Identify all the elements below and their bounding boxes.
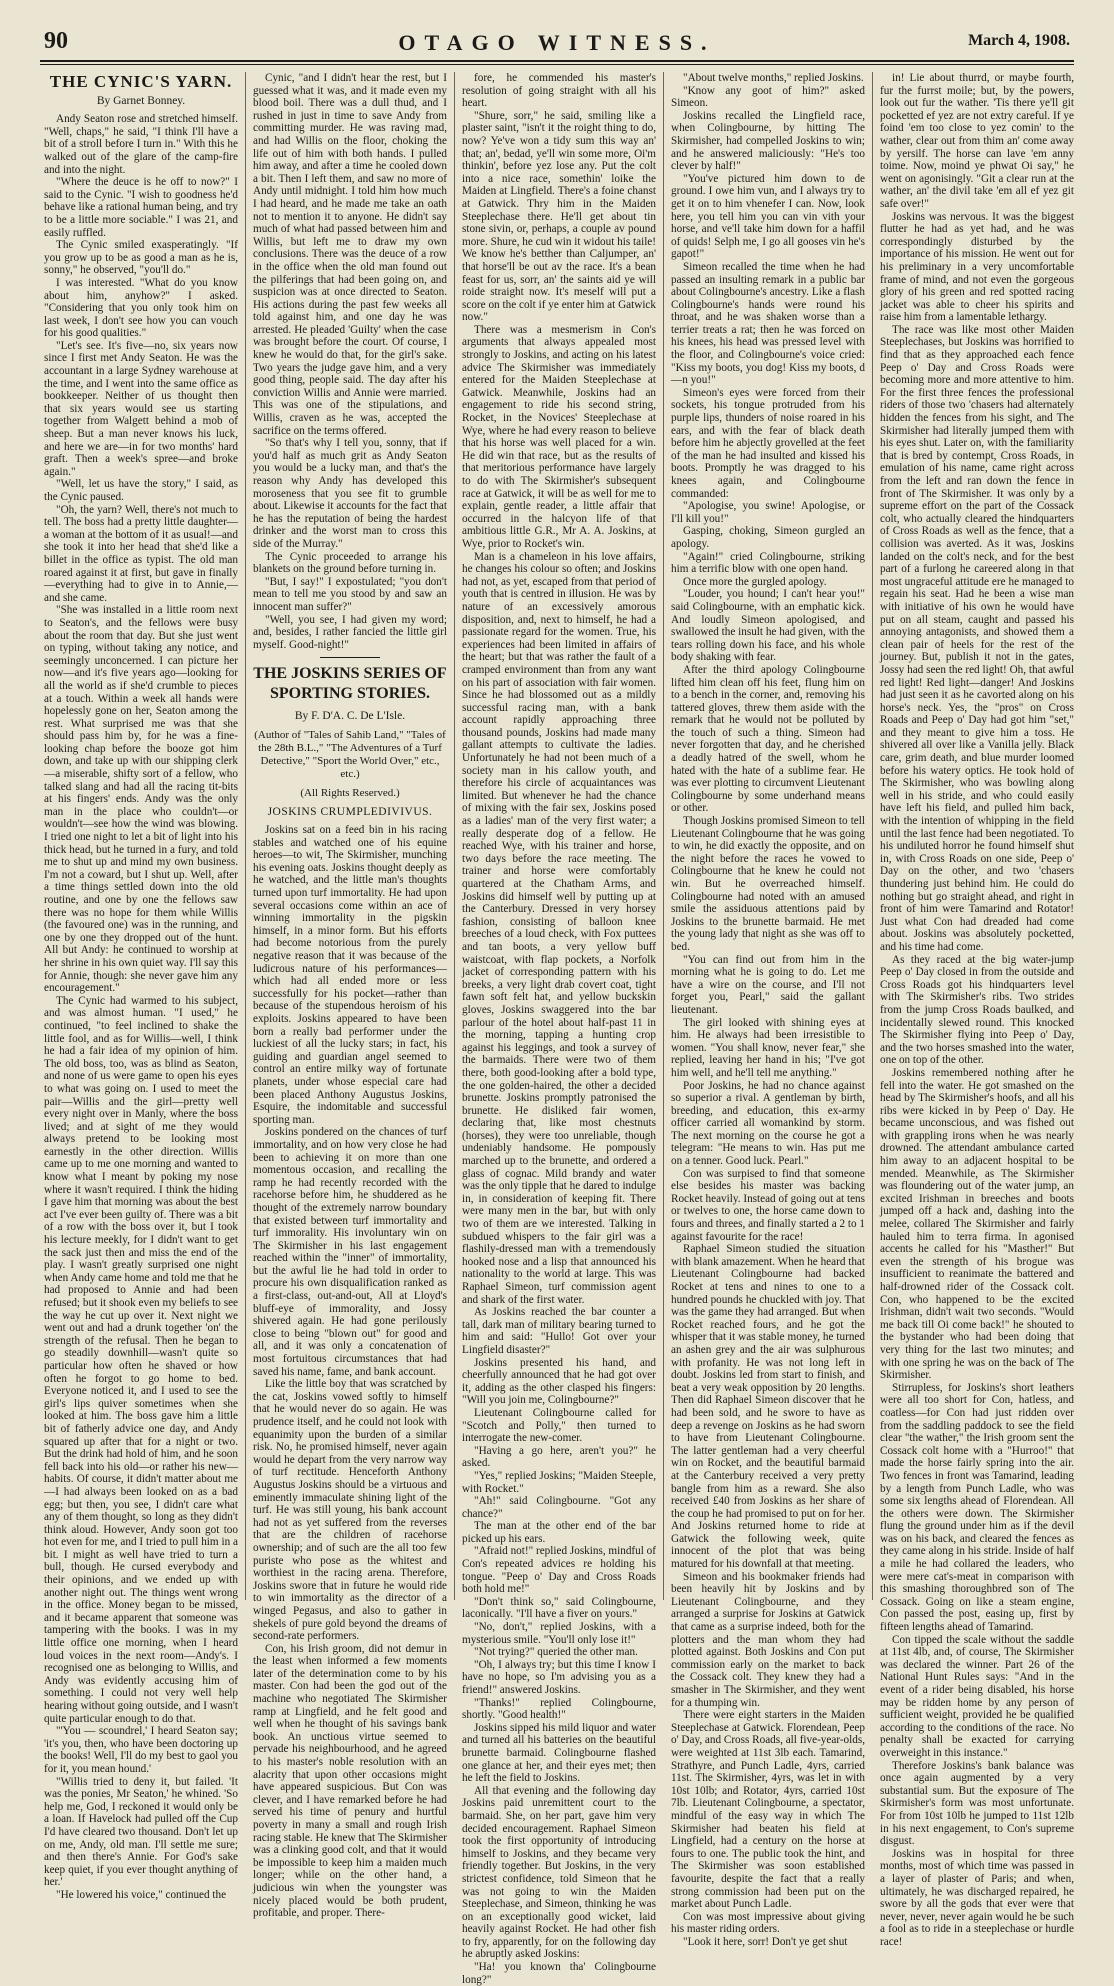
paragraph: "Ha! you known tha' Colingbourne long?" [462, 1961, 656, 1986]
paragraph: There were eight starters in the Maiden Steeplechase at Gatwick. Florendean, Peep o' Day, and Cross Roads, all five-year-olds, were weighted at 11st 3lb each. Tamarind, Strathyre, and Punch Ladle, 4yrs, carried 11st. The Skirmisher, 4yrs, was let in with 10st 10lb; and Rotator, 4yrs, carried 10st 7lb. Lieutenant Colingbourne, a spectator, mindful of the easy way in which The Skirmisher had beaten his field at Lingfield, had a century on the horse at fours to one. The public took the hint, and The Skirmisher was soon established favourite, despite the fact that a really strong commission had been put on the market about Punch Ladle. [671, 1709, 866, 1911]
column-divider [454, 72, 455, 1600]
paragraph: "Ah!" said Colingbourne. "Got any chance?" [462, 1495, 656, 1520]
paragraph: "He lowered his voice," continued the [56, 1888, 227, 1901]
story-title: THE JOSKINS SERIES OF SPORTING STORIES. [253, 665, 447, 703]
paragraph: Joskins presented his hand, and cheerfully announced that he had got over it, adding as the other clasped his fingers: "Will you join me, Colingbourne?" [462, 1356, 656, 1407]
paragraph: Con was most impressive about giving his master riding orders. [671, 1910, 865, 1936]
paragraph: "Well, let us have the story," I said, as the Cynic paused. [44, 478, 238, 503]
paragraph: Joskins was in hospital for three months, most of which time was passed in a layer of plaster of Paris; and when, ultimately, he was discharged repaired, he swore by all the gods that ever were that never, never, never again would he be such a fool as to ride in a steeplechase or hurdle race! [880, 1847, 1074, 1948]
paragraph: "Look it here, sorr! Don't ye get shut [683, 1935, 848, 1948]
paragraph: Con, his Irish groom, did not demur in the least when informed a few moments later of the determination come to by his master. Con had been the god out of the machine who negotiated The Skirmisher ramp at Lingfield, and he felt good and well when he thought of his savings bank book. An unctious virtue seemed to pervade his neighbourhood, and he agreed to his master's noble resolution with an alacrity that upon other occasions might have appeared suspicious. But Con was clever, and I have remarked before he had served his time of penury and hurtful poverty in many a small and rough Irish racing stable. He knew that The Skirmisher was a clinking good colt, and that it would be impossible to keep him a maiden much longer; while on the other hand, a judicious win when the youngster was nicely placed would be both prudent, profitable, and proper. There- [253, 1642, 447, 1920]
paragraph: "You've pictured him down to de ground. I owe him vun, and I always try to get it on to him vhenefer I can. Now, look here, you tell him you can vin vith your horse, and ve'll take him down for a haffil of quids! Selph me, I go all gooses vin he's gapot!" [671, 172, 865, 261]
paragraph: "Oh, the yarn? Well, there's not much to tell. The boss had a pretty little daughter—a woman at the bottom of it as usual!—and she took it into her head that she'd like a billet in the office as typist. The old man roared against it at first, but gave in finally—everything had to give in to Annie,—and she came. [44, 503, 238, 604]
paragraph: "Having a go here, aren't you?" he asked. [462, 1444, 656, 1470]
paragraph: Joskins pondered on the chances of turf immortality, and on how very close he had been to achieving it on more than one momentous occasion, and recalling the ramp he had recently recorded with the racehorse before him, he shuddered as he thought of the extremely narrow boundary that existed between turf immortality and turf immorality. His involuntary win on The Skirmisher in his last engagement reached within the "inner" of immortality, but the awful lie he had told in order to procure his own disqualification ranked as a first-class, out-and-out, All at Lloyd's bluff-eye of immorality, and Jossy shivered again. He had gone perilously close to being "blown out" for good and all, and it was only a concatenation of most fortuitous circumstances that had saved his name, fame, and bank account. [253, 1126, 447, 1378]
paragraph: After the third apology Colingbourne lifted him clean off his feet, flung him on to a bench in the corner, and, removing his tattered gloves, threw them aside with the remark that he would not be polluted by the touch of such a thing. Simeon had never forgotten that day, and he cherished a deadly hatred of the swell, whom he hated with the hate of a sublime fear. He was ever plotting to circumvent Lieutenant Colingbourne by some underhand means or other. [671, 663, 865, 815]
paragraph: Joskins remembered nothing after he fell into the water. He got smashed on the head by The Skirmisher's hoofs, and all his ribs were kicked in by Peep o' Day. He became unconscious, and was fished out with grappling irons when he was nearly drowned. The attendant ambulance carted him away to an adjacent hospital to be mended. Meanwhile, as The Skirmisher was floundering out of the water jump, an excited Irishman in breeches and boots jumped off a hack and, dashing into the melee, collared The Skirmisher and fairly hauled him to terra firma. In agonised accents he called for his "Masther!" But even the strength of his brogue was insufficient to reanimate the battered and half-drowned rider of the Cossack colt. Con, who happened to be the excited Irishman, didn't wait two seconds. "Would me back till Oi come back!" he shouted to the bystander who had been doing that very thing for the last two minutes; and with one spring he was on the back of The Skirmisher. [880, 1066, 1074, 1382]
column-1 [44, 72, 238, 1901]
paragraph: Man is a chameleon in his love affairs, he changes his colour so often; and Joskins had not, as yet, escaped from that period of youth that is centred in illusion. He was by nature of an excessively amorous disposition, and, next to himself, he had a passionate regard for the women. True, his experiences had been limited in affairs of the heart; but that was rather the fault of a cramped environment than from any want on his part of association with fair women. Since he had blossomed out as a mildly successful racing man, with a bank account rapidly approaching three thousand pounds, Joskins had made many gallant attempts to cultivate the ladies. Unfortunately he had not been much of a society man in his callow youth, and therefore his circle of acquaintances was limited. But whenever he had the chance of mixing with the fair sex, Joskins posed as a ladies' man of the very first water; a really desperate dog of a fellow. He reached Wye, with his trainer and horse, two days before the race meeting. The trainer and horse were comfortably quartered at the Chatham Arms, and Joskins did himself well by putting up at the Canterbury. Dressed in very horsey fashion, consisting of balloon knee breeches of a loud check, with Fox puttees and tan boots, a very yellow buff waistcoat, with flap pockets, a Norfolk jacket of corresponding pattern with his breeks, a very light drab covert coat, tight fawn soft felt hat, and yellow buckskin gloves, Joskins swaggered into the bar parlour of the hotel about half-past 11 in the morning, tapping a hunting crop against his leggings, and took a survey of the barmaids. There were two of them there, both good-looking after a bold type, the one golden-haired, the other a decided brunette. Joskins promptly patronised the brunette. He disliked fair women, declaring that, like most chestnuts (horses), they were too unreliable, though undeniably handsome. He pompously marched up to the brunette, and ordered a glass of cognac. Mild brandy and water was the only tipple that he dared to indulge in, in consideration of keeping fit. There were many men in the bar, but with only two of them are we interested. Talking in subdued whispers to the fair girl was a flashily-dressed man with a tremendously hooked nose and a lisp that announced his nationality to the world at large. This was Raphael Simeon, turf commission agent and shark of the first water. [462, 550, 656, 1306]
issue-date: March 4, 1908. [968, 32, 1070, 49]
paragraph: Joskins recalled the Lingfield race, when Colingbourne, by hitting The Skirmisher, had compelled Joskins to win; and he answered maliciously: "He's too clever by half!" [671, 109, 865, 173]
paragraph: "Thanks!" replied Colingbourne, shortly. "Good health!" [462, 1696, 656, 1722]
paragraph: Poor Joskins, he had no chance against so superior a rival. A gentleman by birth, breeding, and education, this ex-army officer carried all womankind by storm. The next morning on the course he got a telegram: "He means to win. Has put me on a tenner. Good luck. Pearl." [671, 1079, 865, 1168]
paragraph: "Let's see. It's five—no, six years now since I first met Andy Seaton. He was the accountant in a large Sydney warehouse at the time, and I went into the same office as bookkeeper. Neither of us thought then that six years would see us starting together from Walgett behind a mob of sheep. But a man never knows his luck, and here we are—in for two months' hard graft. Then a week's spree—and broke again." [44, 339, 238, 478]
paragraph: Cynic, "and I didn't hear the rest, but I guessed what it was, and it made even my blood boil. There was a dull thud, and I rushed in just in time to save Andy from committing murder. He was raving mad, and had Willis on the floor, choking the life out of him with both hands. I pulled him away, and after a time he cooled down a bit. Then I left them, and saw no more of Andy until midnight. I told him how much I had heard, and he made me take an oath not to mention it to anyone. He didn't say much of what had passed between him and Willis, but left me to draw my own conclusions. There was the deuce of a row in the office when the old man found out the pilferings that had been going on, and suspicion was at once directed to Seaton. His actions during the past few weeks all told against him, and one day he was arrested. He pleaded 'Guilty' when the case was brought before the court. Of course, I knew he would do that, for the girl's sake. Two years the judge gave him, and a very good thing, people said. The day after his conviction Willis and Annie were married. This was one of the stipulations, and Willis, craven as he was, accepted the sacrifice on the terms offered. [253, 72, 447, 437]
paragraph: Simeon and his bookmaker friends had been heavily hit by Joskins and by Lieutenant Colingbourne, and they arranged a surprise for Joskins at Gatwick that came as a surprise indeed, both for the plotters and the man whom they had plotted against. Both Joskins and Con put commission early on the market to back the Cossack colt. They knew they had a smasher in The Skirmisher, and they went for a thumping win. [671, 1570, 865, 1709]
paragraph: "Shure, sorr," he said, smiling like a plaster saint, "isn't it the roight thing to do, now? Ye've won a tidy sum this way an' that; an', bedad, ye'll win some more, Oi'm thinkin', before yez lose any. Put the colt into a nice race, somethin' loike the Maiden at Lingfield. There's a foine chanst at Gatwick. Thry him in the Maiden Steeplechase there. He'll get about tin stone sivin, or, perhaps, a couple av pound more. Shure, he cud win it widout his taile! We know he's betther than Caljumper, an' that horse'll be out av the race. It's a bean feast for us, sorr, an' the saints aid ye will roide straight now. It's meself will put a score on the colt if ye enter him at Gatwick now." [462, 109, 656, 324]
masthead [44, 28, 1070, 62]
paragraph: "'You — scoundrel,' I heard Seaton say; 'it's you, then, who have been doctoring up the books! Well, I'll do my best to gaol you for it, you mean hound.' [44, 1725, 238, 1775]
column-2 [253, 72, 447, 1920]
paragraph: The man at the other end of the bar picked up his ears. [462, 1520, 656, 1545]
paragraph: "Willis tried to deny it, but failed. 'It was the ponies, Mr Seaton,' he whined. 'So help me, God, I reckoned it would only be a loan. If Havelock had pulled off the Cup I'd have cleared two thousand. Don't let up on me, Andy, old man. I'll settle me sure; and then there's Annie. For God's sake keep quiet, if you ever thought anything of her.' [44, 1775, 238, 1889]
paragraph: The race was like most other Maiden Steeplechases, but Joskins was horrified to find that as they approached each fence Peep o' Day and Cross Roads were becoming more and more attentive to him. For the first three fences the professional riders of those two 'chasers had alternately hidden the fences from his sight, and The Skirmisher had literally jumped them with his eyes shut. Later on, with the familiarity that is bred by contempt, Cross Roads, in emulation of his name, came right across from the left and ran down the fence in front of The Skirmisher. It was only by a supreme effort on the part of the Cossack colt, who actually cleared the hindquarters of Cross Roads as well as the fence, that a collision was averted. As it was, Joskins landed on the colt's neck, and for the best part of a furlong he careered along in that most ungraceful attitude ere he managed to regain his seat. Had he been a wise man with initiative of his own he would have put on all steam, caught and passed his annoying antagonists, and showed them a clean pair of heels for the rest of the journey. But, publish it not in the gates, Jossy had seen the red light! Oh, that awful red light! Red light—danger! And Joskins had just seen it as he cavorted along on his horse's neck. Yes, the "pros" on Cross Roads and Peep o' Day had got him "set," and they meant to give him a toss. He shivered all over like a Vanilla jelly. Black care, grim death, and blue murder loomed before his watery optics. He took hold of The Skirmisher, who was bowling along well in his stride, and who could easily have left his field, and pulled him back, with the intention of whipping in the field until the last fence had been negotiated. To his undiluted horror he found himself shut in, with Cross Roads on one side, Peep o' Day on the other, and two 'chasers thundering just behind him. He could do nothing but go straight ahead, and right in front of him were Tamarind and Rotator! Just what Con had dreaded had come about. Joskins was absolutely pocketted, and his time had come. [880, 323, 1074, 953]
paragraph: Andy Seaton rose and stretched himself. "Well, chaps," he said, "I think I'll have a bit of a stroll before I turn in." With this he walked out of the glare of the camp-fire and into the night. [44, 113, 238, 176]
paragraph: The Cynic smiled exasperatingly. "If you grow up to be as good a man as he is, sonny," he observed, "you'll do." [44, 239, 238, 277]
paragraph: "About twelve months," replied Joskins. [683, 72, 864, 84]
story-body [880, 72, 1074, 1948]
paragraph: Like the little boy that was scratched by the cat, Joskins vowed softly to himself that he would never do so again. He was prudence itself, and he could not look with equanimity upon the burden of a similar risk. No, he promised himself, never again would he depart from the very narrow way of turf rectitude. Henceforth Anthony Augustus Joskins should be a virtuous and eminently immaculate shining light of the turf. He was still young, his bank account had not as yet suffered from the reverses that are the children of racehorse ownership; and of such are the all too few puriste who pose as the whitest and worthiest in the racing arena. Therefore, Joskins swore that in future he would ride to win immortality as the director of a winged Pegasus, and also to gather in shekels of pure gold beyond the dreams of second-rate performers. [253, 1378, 447, 1643]
paragraph: Joskins was nervous. It was the biggest flutter he had as yet had, and he was correspondingly disturbed by the importance of his mission. He went out for his preliminary in a very uncomfortable frame of mind, and not even the gorgeous glory of his green and red spotted racing jacket was able to cheer his spirits and raise him from a lamentable lethargy. [880, 210, 1074, 324]
paragraph: Gasping, choking, Simeon gurgled an apology. [671, 525, 865, 550]
rights-notice: (All Rights Reserved.) [300, 786, 400, 799]
paragraph: Con tipped the scale without the saddle at 11st 4lb, and, of course, The Skirmisher was declared the winner. Part 26 of the National Hunt Rules says: "And in the event of a rider being disabled, his horse may be ridden home by any person of sufficient weight, provided he be qualified according to the conditions of the race. No penalty shall be exacted for carrying overweight in this instance." [880, 1633, 1074, 1759]
paragraph: Lieutenant Colingbourne called for "Scotch and Polly," then turned to interrogate the new-comer. [462, 1406, 656, 1445]
header-rule-thin [40, 64, 1074, 65]
story-body [253, 824, 447, 1920]
story-title: THE CYNIC'S YARN. [49, 72, 233, 91]
story-byline: By F. D'A. C. De L'Isle. [294, 710, 406, 723]
paragraph: Therefore Joskins's bank balance was once again augmented by a very substantial sum. But the exposure of The Skirmisher's form was most unfortunate. For from 10st 10lb he jumped to 11st 12lb in his next engagement, to Con's supreme disgust. [880, 1759, 1074, 1848]
paragraph: "No, don't," replied Joskins, with a mysterious smile. "You'll only lose it!" [462, 1621, 656, 1646]
column-5 [880, 72, 1074, 1948]
paragraph: Raphael Simeon studied the situation with blank amazement. When he heard that Lieutenant Colingbourne had backed Rocket at tens and nines to one to a hundred pounds he chuckled with joy. That was the game they had arranged. But when Rocket reached fours, and he got the whisper that it was stable money, he turned an ashen grey and the air was sulphurous with profanity. He was not long left in doubt. Joskins led from start to finish, and beat a very weak opposition by 20 lengths. Then did Raphael Simeon discover that he had been sold, and he swore to have as deep a revenge on Joskins as he had sworn to have from Lieutenant Colingbourne. The latter gentleman had a very cheerful win on Rocket, and the beautiful barmaid at the Canterbury received a very pretty bangle from him as a reward. She also received £40 from Joskins as her share of the coup he had promised to put on for her. And Joskins returned home to ride at Gatwick the following week, quite innocent of the plot that was being matured for his downfall at that meeting. [671, 1243, 865, 1571]
paragraph: There was a mesmerism in Con's arguments that always appealed most strongly to Joskins, and acting on his latest advice The Skirmisher was immediately entered for the Maiden Steeplechase at Gatwick. Meanwhile, Joskins had an engagement to ride his second string, Rocket, in the Novices' Steeplechase at Wye, where he had every reason to believe that his horse was well placed for a win. He did win that race, but as the results of that meritorious performance have largely to do with The Skirmisher's subsequent race at Gatwick, it will be as well for me to explain, gentle reader, a little affair that occurred in the halcyon life of that ambitious little G.R., Mr A. A. Joskins, at Wye, prior to Rocket's win. [462, 323, 656, 550]
story-body [671, 72, 865, 1948]
story-body [462, 72, 656, 1986]
paragraph: "Louder, you hound; I can't hear you!" said Colingbourne, with an emphatic kick. And loudly Simeon apologised, and swallowed the insult he had given, with the tears rolling down his face, and his whole body shaking with fear. [671, 588, 865, 664]
paragraph: I was interested. "What do you know about him, anyhow?" I asked. "Considering that you only took him on last week, I don't see how you can vouch for his good qualities." [44, 276, 238, 340]
story-byline: By Garnet Bonney. [96, 94, 186, 107]
paragraph: Simeon's eyes were forced from their sockets, his tongue protruded from his purple lips, thunders of noise roared in his ears, and with the fear of black death before him he abjectly grovelled at the feet of the man he had insulted and kissed his boots. Promptly he was dragged to his knees again, and Colingbourne commanded: [671, 386, 865, 500]
paragraph: The girl looked with shining eyes at him. He always had been irresistible to women. "You shall know, never fear," she replied, leaving her hand in his; "I've got him well, and he'll tell me anything." [671, 1016, 865, 1079]
paragraph: As they raced at the big water-jump Peep o' Day closed in from the outside and Cross Roads got his hindquarters level with The Skirmisher's ribs. Two strides from the jump Cross Roads baulked, and incidentally slewed round. This knocked The Skirmisher flying into Peep o' Day, and the two horses smashed into the water, one on top of the other. [880, 953, 1074, 1067]
paragraph: Joskins sat on a feed bin in his racing stables and watched one of his equine heroes—to wit, The Skirmisher, munching his evening oats. Joskins thought deeply as he watched, and the little man's thoughts turned upon turf immortality. He had upon several occasions come within an ace of winning immortality in the pigskin himself, in a minor form. But his efforts had become notorious from the purely negative reason that it was because of the ludicrous nature of his performances—which had all ended more or less successfully for his pocket—rather than because of the stupendous heroism of his exploits. Joskins appeared to have been born a really bad performer under the luckiest of all the lucky stars; in fact, his guiding and guardian angel seemed to control an entire milky way of fortunate planets, under whose especial care had been placed Anthony Augustus Joskins, Esquire, the indomitable and successful sporting man. [253, 824, 447, 1126]
paragraph: The Cynic proceeded to arrange his blankets on the ground before turning in. [253, 550, 447, 576]
paragraph: "Not trying?" queried the other man. [474, 1646, 638, 1659]
paragraph: As Joskins reached the bar counter a tall, dark man of military bearing turned to him and said: "Hullo! Got over your Lingfield disaster?" [462, 1306, 656, 1356]
story-body [253, 72, 447, 651]
column-divider [872, 72, 873, 1600]
page-number: 90 [44, 28, 68, 54]
paragraph: Stirrupless, for Joskins's short leathers were all too short for Con, hatless, and coatless—for Con had just ridden over from the saddling paddock to see the field clear "the wather," the Irish groom sent the Cossack colt home with a "Hurroo!" that made the horse fairly spring into the air. Two fences in front was Tamarind, leading by a length from Punch Ladle, who was some six lengths ahead of Florendean. All the others were down. The Skirmisher flung the ground under him as if the devil was on his back, and cleared the fences as they came along in his stride. Inside of half a mile he had collared the leaders, who were mere cat's-meat in comparison with this smashing thoroughbred son of The Cossack. Going on like a steam engine, Con passed the post, easing up, first by fifteen lengths ahead of Tamarind. [880, 1381, 1074, 1634]
paragraph: "Where the deuce is he off to now?" I said to the Cynic. "I wish to goodness he'd behave like a rational human being, and try to be a little more sociable." I was 21, and easily ruffled. [44, 176, 238, 239]
paragraph: Simeon recalled the time when he had passed an insulting remark in a public bar about Colingbourne's ancestry. Like a flash Colingbourne's hands were round his throat, and he was shaken worse than a terrier treats a rat; then he was forced on his knees, his head was pressed level with the floor, and Colingbourne's voice cried: "Kiss my boots, you dog! Kiss my boots, d—n you!" [671, 260, 865, 387]
paragraph: "Well, you see, I had given my word; and, besides, I rather fancied the little girl myself. Good-night!" [253, 613, 447, 651]
story-body [44, 113, 238, 1901]
paragraph: Con was surpised to find that someone else besides his master was backing Rocket heavily. Instead of going out at tens or twelves to one, the horse came down to fours and threes, and finally started a 2 to 1 against favourite for the race! [671, 1167, 865, 1243]
paragraph: "You can find out from him in the morning what he is going to do. Let me have a wire on the course, and I'll not forget you, Pearl," said the gallant lieutenant. [671, 953, 865, 1016]
paragraph: "Afraid not!" replied Joskins, mindful of Con's repeated advices re holding his tongue. "Peep o' Day and Cross Roads both hold me!" [462, 1545, 656, 1596]
paragraph: "Again!" cried Colingbourne, striking him a terrific blow with one open hand. [671, 550, 865, 576]
columns [44, 72, 1074, 1986]
paragraph: Joskins sipped his mild liquor and water and turned all his batteries on the beautiful brunette barmaid. Colingbourne flashed one glance at her, and their eyes met; then he left the field to Joskins. [462, 1721, 656, 1785]
header-rule [40, 60, 1074, 62]
paragraph: "Know any goot of him?" asked Simeon. [671, 84, 865, 110]
paragraph: "Yes," replied Joskins; "Maiden Steeple, with Rocket." [462, 1469, 656, 1495]
column-3 [462, 72, 656, 1986]
paragraph: in! Lie about thurrd, or maybe fourth, fur the furrst moile; but, by the powers, look out fur the wather. 'Tis there ye'll git pocketted ef yez are not extry careful. If ye foind 'em too close to yez comin' to the wather, clear out from thim an' come away by yersilf. The horse can lave 'em anny toime. Now, moind ye phwat Oi say," he went on agonisingly. "Git a clear run at the wather, an' the divil take 'em all ef yez git safe over!" [880, 72, 1074, 210]
paragraph: fore, he commended his master's resolution of going straight with all his heart. [462, 72, 656, 110]
paragraph: The Cynic had warmed to his subject, and was almost human. "I used," he continued, "to feel inclined to shake the little fool, and as for Willis—well, I think he had a fair idea of my opinion of him. The old boss, too, was as blind as Seaton, and none of us were game to open his eyes to what was going on. I used to meet the pair—Willis and the girl—pretty well every night over in Manly, where the boss lived; and at sight of me they would always pretend to be looking most earnestly in the other direction. Willis came up to me one morning and wanted to know what I meant by poking my nose where it wasn't required. I think the hiding I gave him that morning was about the best act I've ever been guilty of. There was a bit of a row with the boss over it, but I took his lecture meekly, for I didn't want to get the sack just then and miss the end of the play. I wasn't greatly surprised one night when Andy came home and told me that he had proposed to Annie and had been refused; but it shook even my beliefs to see the way he cut up over it. Next night we went out and had a drunk together 'on' the strength of the refusal. Then he began to go steadily downhill—wasn't quite so particular how often he shaved or how often he forgot to go home to bed. Everyone noticed it, and I used to see the girl's lips quiver sometimes when she looked at him. The boss gave him a little bit of fatherly advice one day, and Andy squared up after that for a night or two. But the drink had hold of him, and he soon fell back into his old—or rather his new—habits. Of course, it didn't matter about me—I had always been looked on as a bad egg; but then, you see, I didn't care what any of them thought, so long as they didn't think aloud. However, Andy soon got too hot even for me, and I tried to pull him in a bit. I might as well have tried to turn a bull, though. He cursed everybody and their opinions, and we ended up with another night out. The things went wrong in the office. Money began to be missed, and it became apparent that someone was tampering with the books. I was in my little office one morning, when I heard loud voices in the next room—Andy's. I recognised one as belonging to Willis, and Andy was evidently accusing him of something. I could not very well help hearing without going outside, and I wasn't quite particular enough to do that. [44, 994, 238, 1725]
paragraph: "But, I say!" I expostulated; "you don't mean to tell me you stood by and saw an innocent man suffer?" [253, 575, 447, 613]
paragraph: "Don't think so," said Colingbourne, laconically. "I'll have a fiver on yours." [462, 1595, 656, 1621]
section-rule [320, 657, 380, 658]
author-credit: (Author of "Tales of Sahib Land," "Tales of the 28th B.L.," "The Adventures of a Turf Detective," "Sport the World Over," etc., etc.) [254, 728, 446, 780]
story-subtitle: JOSKINS CRUMPLEDIVIVUS. [267, 805, 433, 818]
column-divider [663, 72, 664, 1600]
paragraph: Though Joskins promised Simeon to tell Lieutenant Colingbourne that he was going to win, he did exactly the opposite, and on the night before the races he vowed to Colingbourne that he knew he could not win. But he overreached himself. Colingbourne had noted with an amused smile the assiduous attentions paid by Joskins to the brunette barmaid. He met the young lady that night as she was off to bed. [671, 815, 865, 953]
paragraph: "She was installed in a little room next to Seaton's, and the fellows were busy about the room that day. But she just went on typing, without taking any notice, and seemingly unconcerned. I can picture her now—and it's five years ago—looking for all the world as if she'd crumble to pieces at a touch. Within a week all hands were hopelessly gone on her, Seaton among the rest. What surprised me was that she should pass him by, for he was a fine-looking chap before the booze got him down, and take up with our shipping clerk—a miserable, shifty sort of a fellow, who talked slang and had all the racing tit-bits at his fingers' ends. Andy was the only man in the place who couldn't—or wouldn't—see how the wind was blowing. I tried one night to let a bit of light into his thick head, but he turned in a fury, and told me to shut up and mind my own business. I'm not a coward, but I shut up. Well, after a time things settled down into the old routine, and one by one the fellows saw there was no hope for them while Willis (the favoured one) was in the running, and one by one they dropped out of the hunt. All but Andy: he continued to worship at her shrine in his own quiet way. I'll say this for Annie, though: she never gave him any encouragement." [44, 604, 238, 995]
paragraph: "Oh, I always try; but this time I know I have no hope, so I'm advising you as a friend!" answered Joskins. [462, 1658, 656, 1696]
paragraph: Once more the gurgled apology. [683, 575, 827, 588]
paragraph: All that evening and the following day Joskins paid unremittent court to the barmaid. She, on her part, gave him very decided encouragement. Raphael Simeon took the first opportunity of introducing himself to Joskins, and they became very friendly together. But Joskins, in the very strictest confidence, told Simeon that he was not going to win the Maiden Steeplechase, and Simeon, thinking he was on an exceptionally good wicket, laid heavily against Rocket. He had other fish to fry, apparently, for on the following day he abruptly asked Joskins: [462, 1784, 656, 1961]
paragraph: "So that's why I tell you, sonny, that if you'd half as much grit as Andy Seaton you would be a lucky man, and that's the reason why Andy has developed this moroseness that you see fit to grumble about. Likewise it accounts for the fact that he has the reputation of being the hardest drinker and the worst man to cross this side of the Murray." [253, 437, 447, 550]
paper-title: OTAGO WITNESS. [398, 30, 716, 55]
column-divider [245, 72, 246, 1600]
column-4 [671, 72, 866, 1948]
paragraph: "Apologise, you swine! Apologise, or I'll kill you!" [671, 500, 865, 525]
